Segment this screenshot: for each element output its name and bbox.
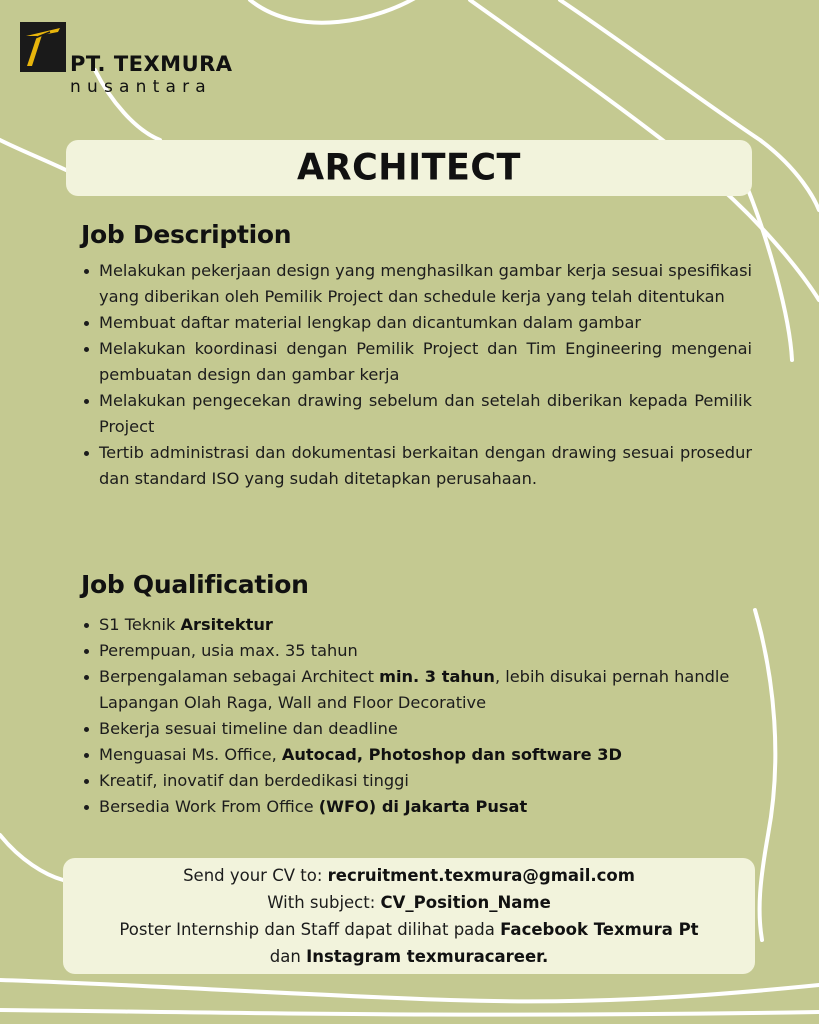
- item-bold-text: Arsitektur: [180, 615, 273, 634]
- list-item: Melakukan pengecekan drawing sebelum dan setelah diberikan kepada Pemilik Project: [81, 388, 752, 440]
- item-text: Kreatif, inovatif dan berdedikasi tinggi: [99, 771, 409, 790]
- company-logo: [20, 22, 250, 102]
- item-bold-text: Autocad, Photoshop dan software 3D: [281, 745, 622, 764]
- list-item: [81, 612, 752, 638]
- item-text: S1 Teknik: [99, 615, 181, 634]
- list-item: Tertib administrasi dan dokumentasi berkaitan dengan drawing sesuai prosedur dan standard ISO yang sudah ditetapkan perusahaan.: [81, 440, 752, 492]
- contact-label: With subject:: [267, 893, 381, 912]
- item-text: Perempuan, usia max. 35 tahun: [99, 641, 358, 660]
- job-title-banner: [66, 140, 752, 196]
- facebook-link[interactable]: Facebook Texmura Pt: [500, 920, 699, 939]
- item-text: , lebih disukai pernah handle Lapangan Olah Raga, Wall and Floor Decorative: [99, 667, 730, 712]
- contact-label: Poster Internship dan Staff dapat dilihat pada: [119, 920, 501, 939]
- contact-facebook-line: [63, 916, 755, 943]
- company-subtitle: nusantara: [70, 77, 212, 97]
- contact-label: dan: [269, 947, 307, 966]
- item-text: Bersedia Work From Office: [99, 797, 319, 816]
- item-bold-text: (WFO) di Jakarta Pusat: [318, 797, 528, 816]
- item-text: Berpengalaman sebagai Architect: [99, 667, 380, 686]
- list-item: [81, 768, 752, 794]
- email-link[interactable]: recruitment.texmura@gmail.com: [327, 866, 635, 885]
- job-qualification-heading: Job Qualification: [81, 570, 309, 599]
- item-text: Bekerja sesuai timeline dan deadline: [99, 719, 398, 738]
- job-description-heading: Job Description: [81, 220, 292, 249]
- list-item: [81, 716, 752, 742]
- job-title: ARCHITECT: [297, 147, 521, 189]
- company-name: PT. TEXMURA: [70, 52, 233, 76]
- list-item: [81, 638, 752, 664]
- contact-instagram-line: [63, 943, 755, 970]
- texmura-logo-icon: [20, 22, 66, 72]
- email-subject: CV_Position_Name: [380, 893, 551, 912]
- list-item: Membuat daftar material lengkap dan dicantumkan dalam gambar: [81, 310, 752, 336]
- job-description-list: [81, 258, 752, 492]
- instagram-link[interactable]: Instagram texmuracareer.: [306, 947, 549, 966]
- contact-subject-line: [63, 889, 755, 916]
- list-item: [81, 742, 752, 768]
- item-text: Menguasai Ms. Office,: [99, 745, 282, 764]
- item-bold-text: min. 3 tahun: [379, 667, 495, 686]
- list-item: [81, 664, 752, 716]
- contact-box: [63, 858, 755, 974]
- contact-label: Send your CV to:: [183, 866, 328, 885]
- list-item: Melakukan koordinasi dengan Pemilik Project dan Tim Engineering mengenai pembuatan design dan gambar kerja: [81, 336, 752, 388]
- contact-email-line: [63, 862, 755, 889]
- job-qualification-list: [81, 612, 752, 820]
- list-item: [81, 794, 752, 820]
- list-item: Melakukan pekerjaan design yang menghasilkan gambar kerja sesuai spesifikasi yang diberikan oleh Pemilik Project dan schedule kerja yang telah ditentukan: [81, 258, 752, 310]
